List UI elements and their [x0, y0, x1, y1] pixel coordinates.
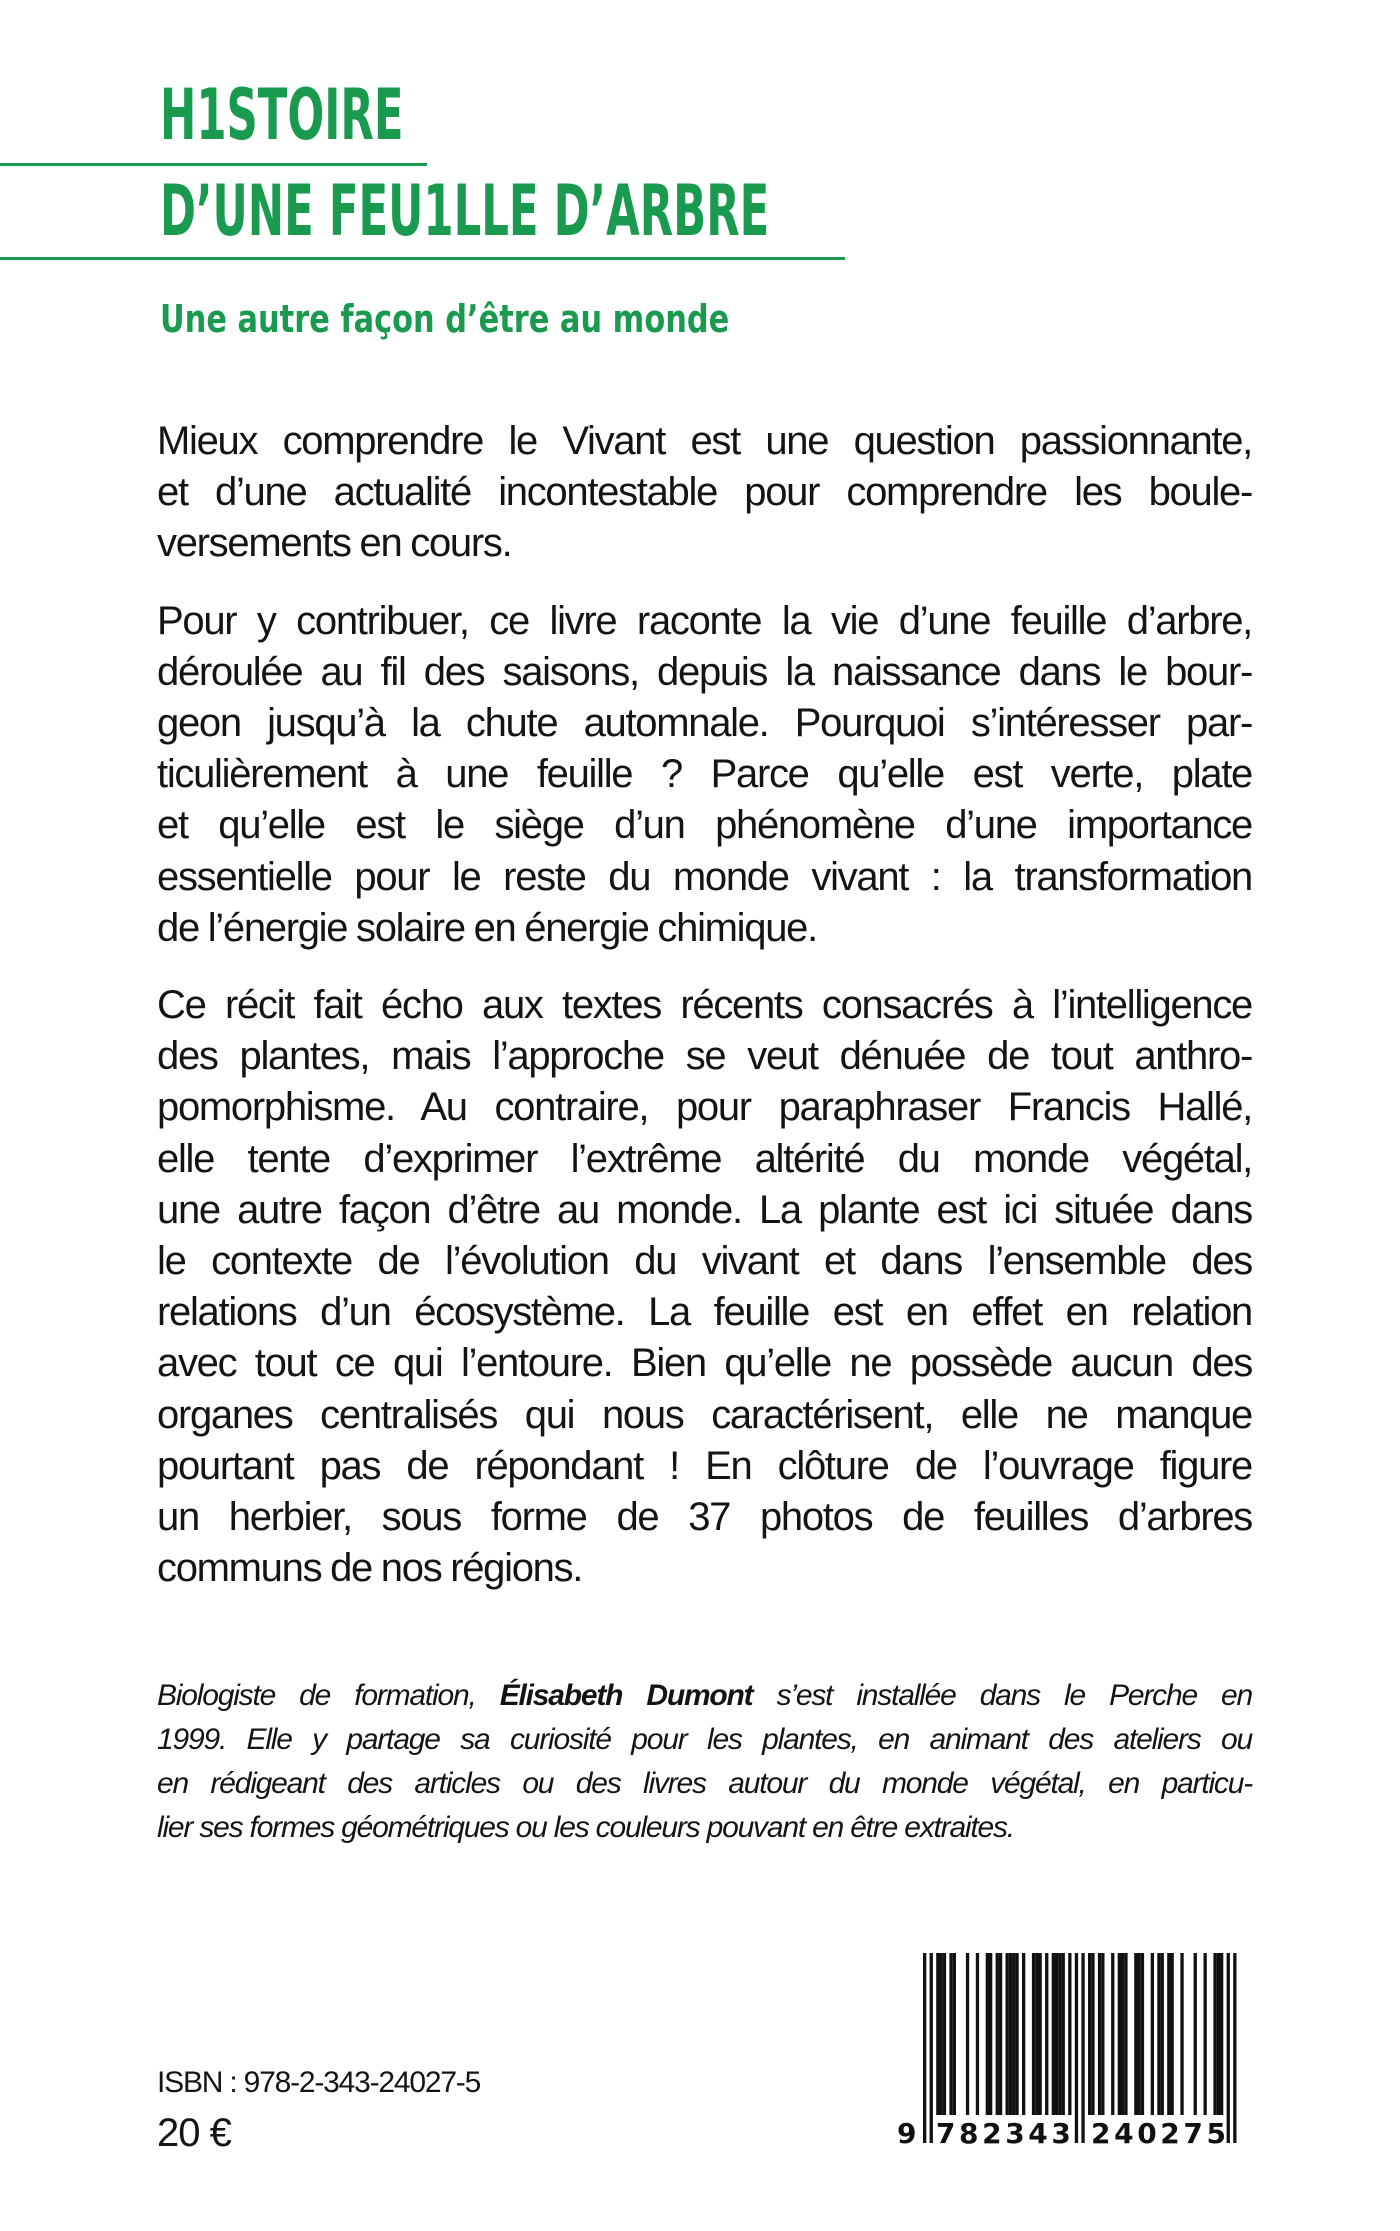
blurb-line: un herbier, sous forme de 37 photos de feuilles d’arbres — [157, 1495, 1252, 1540]
svg-text:7: 7 — [935, 2117, 956, 2145]
blurb-line: ticulièrement à une feuille ? Parce qu’elle est verte, plate — [157, 752, 1252, 797]
blurb-line: des plantes, mais l’approche se veut dénuée de tout anthro- — [157, 1034, 1252, 1079]
blurb-line: organes centralisés qui nous caractérisent, elle ne manque — [157, 1392, 1252, 1437]
blurb-line: pourtant pas de répondant ! En clôture de l’ouvrage figure — [157, 1443, 1252, 1488]
blurb-line: et d’une actualité incontestable pour comprendre les boule- — [157, 470, 1252, 515]
svg-text:0: 0 — [1137, 2117, 1157, 2145]
blurb-line: Ce récit fait écho aux textes récents consacrés à l’intelligence — [157, 983, 1252, 1028]
blurb-line: de l’énergie solaire en énergie chimique. — [157, 905, 817, 950]
blurb-line: le contexte de l’évolution du vivant et dans l’ensemble des — [157, 1239, 1252, 1284]
blurb-line: relations d’un écosystème. La feuille est en effet en relation — [157, 1290, 1252, 1335]
blurb-line: communs de nos régions. — [157, 1546, 583, 1591]
blurb-line: versements en cours. — [157, 521, 512, 566]
ean13-barcode — [893, 1953, 1245, 2145]
blurb-line: geon jusqu’à la chute automnale. Pourquoi s’intéresser par- — [157, 701, 1252, 746]
blurb-line: déroulée au fil des saisons, depuis la naissance dans le bour- — [157, 649, 1252, 694]
bio-line: lier ses formes géométriques ou les couleurs pouvant en être extraites. — [157, 1811, 1014, 1844]
title-underline-1 — [0, 163, 427, 166]
svg-text:7: 7 — [1183, 2117, 1203, 2145]
blurb-line: et qu’elle est le siège d’un phénomène d’une importance — [157, 803, 1252, 848]
svg-text:3: 3 — [1051, 2117, 1071, 2145]
bio-line: Biologiste de formation, Élisabeth Dumont s’est installée dans le Perche en — [157, 1679, 1252, 1712]
svg-text:3: 3 — [1005, 2117, 1025, 2145]
title-line-2: D’UNE FEU1LLE D’ARBRE — [160, 170, 770, 252]
blurb — [157, 416, 1252, 1620]
blurb-paragraph-3 — [157, 980, 1252, 1594]
blurb-line: Mieux comprendre le Vivant est une question passionnante, — [157, 419, 1252, 463]
isbn-text: ISBN : 978-2-343-24027-5 — [157, 2066, 481, 2099]
blurb-line: Pour y contribuer, ce livre raconte la vie d’une feuille d’arbre, — [157, 598, 1252, 643]
subtitle: Une autre façon d’être au monde — [160, 297, 730, 341]
blurb-line: avec tout ce qui l’entoure. Bien qu’elle ne possède aucun des — [157, 1341, 1252, 1386]
svg-text:8: 8 — [959, 2117, 979, 2145]
blurb-line: essentielle pour le reste du monde vivant : la transformation — [157, 854, 1252, 899]
title-line-1: H1STOIRE — [160, 74, 404, 156]
svg-text:9: 9 — [897, 2117, 917, 2145]
author-bio — [157, 1674, 1252, 1850]
svg-text:2: 2 — [982, 2117, 1002, 2145]
blurb-line: pomorphisme. Au contraire, pour paraphraser Francis Hallé, — [157, 1085, 1252, 1130]
svg-text:4: 4 — [1028, 2117, 1048, 2145]
title-underline-2 — [0, 257, 845, 260]
blurb-line: une autre façon d’être au monde. La plante est ici située dans — [157, 1187, 1252, 1232]
svg-text:5: 5 — [1206, 2117, 1226, 2145]
bio-line: en rédigeant des articles ou des livres autour du monde végétal, en particu- — [157, 1767, 1252, 1800]
blurb-paragraph-1 — [157, 416, 1252, 570]
svg-text:4: 4 — [1114, 2117, 1134, 2145]
author-name: Élisabeth Dumont — [499, 1679, 753, 1712]
svg-text:2: 2 — [1091, 2117, 1111, 2145]
price-text: 20 € — [157, 2111, 231, 2155]
blurb-paragraph-2 — [157, 596, 1252, 954]
blurb-line: elle tente d’exprimer l’extrême altérité du monde végétal, — [157, 1136, 1252, 1181]
bio-line: 1999. Elle y partage sa curiosité pour les plantes, en animant des ateliers ou — [157, 1723, 1252, 1756]
svg-text:2: 2 — [1160, 2117, 1180, 2145]
